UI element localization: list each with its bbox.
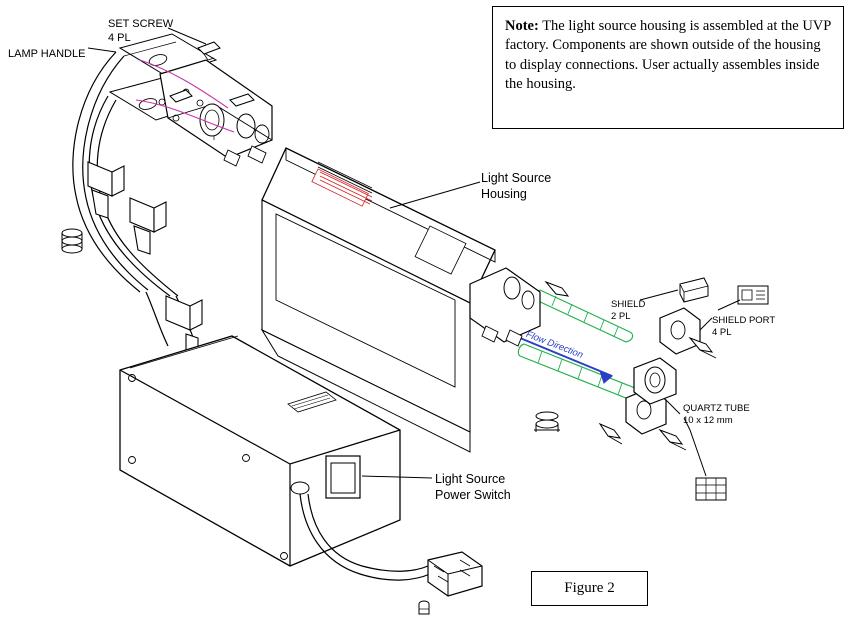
callout-light-source-housing-line1: Light Source xyxy=(481,171,552,185)
power-plug xyxy=(428,552,482,596)
callout-power-switch-line2: Power Switch xyxy=(435,488,511,502)
shield-part xyxy=(680,278,708,302)
quartz-tube-fitting xyxy=(634,358,676,404)
figure-caption: Figure 2 xyxy=(564,580,615,596)
callout-set-screw-qty: 4 PL xyxy=(108,32,131,44)
figure-caption-box xyxy=(531,571,648,606)
note-box xyxy=(492,6,844,129)
callout-lamp-handle: LAMP HANDLE xyxy=(8,48,86,60)
clamp-part xyxy=(534,412,560,432)
callout-set-screw: SET SCREW xyxy=(108,18,174,30)
callout-shield-qty: 2 PL xyxy=(611,311,631,322)
note-body: The light source housing is assembled at the UVP factory. Components are shown outside of the housing to display connections. User actually assembles inside the housing. xyxy=(505,18,831,92)
callout-shield: SHIELD xyxy=(611,299,646,310)
note-lead: Note: xyxy=(505,18,539,34)
callout-shield-port-qty: 4 PL xyxy=(712,327,732,338)
shield-port-icon xyxy=(738,286,768,304)
mesh-part xyxy=(696,478,726,500)
callout-power-switch-line1: Light Source xyxy=(435,472,506,486)
callout-flow-direction: Flow Direction xyxy=(524,329,585,361)
washer-stack-left xyxy=(62,229,82,253)
callout-quartz-tube-size: 10 x 12 mm xyxy=(683,415,733,426)
cable-connectors xyxy=(88,162,202,358)
callout-light-source-housing-line2: Housing xyxy=(481,187,527,201)
callout-shield-port: SHIELD PORT xyxy=(712,315,776,326)
screw-bottom xyxy=(419,601,429,614)
callout-quartz-tube: QUARTZ TUBE xyxy=(683,403,750,414)
note-text xyxy=(505,17,831,94)
